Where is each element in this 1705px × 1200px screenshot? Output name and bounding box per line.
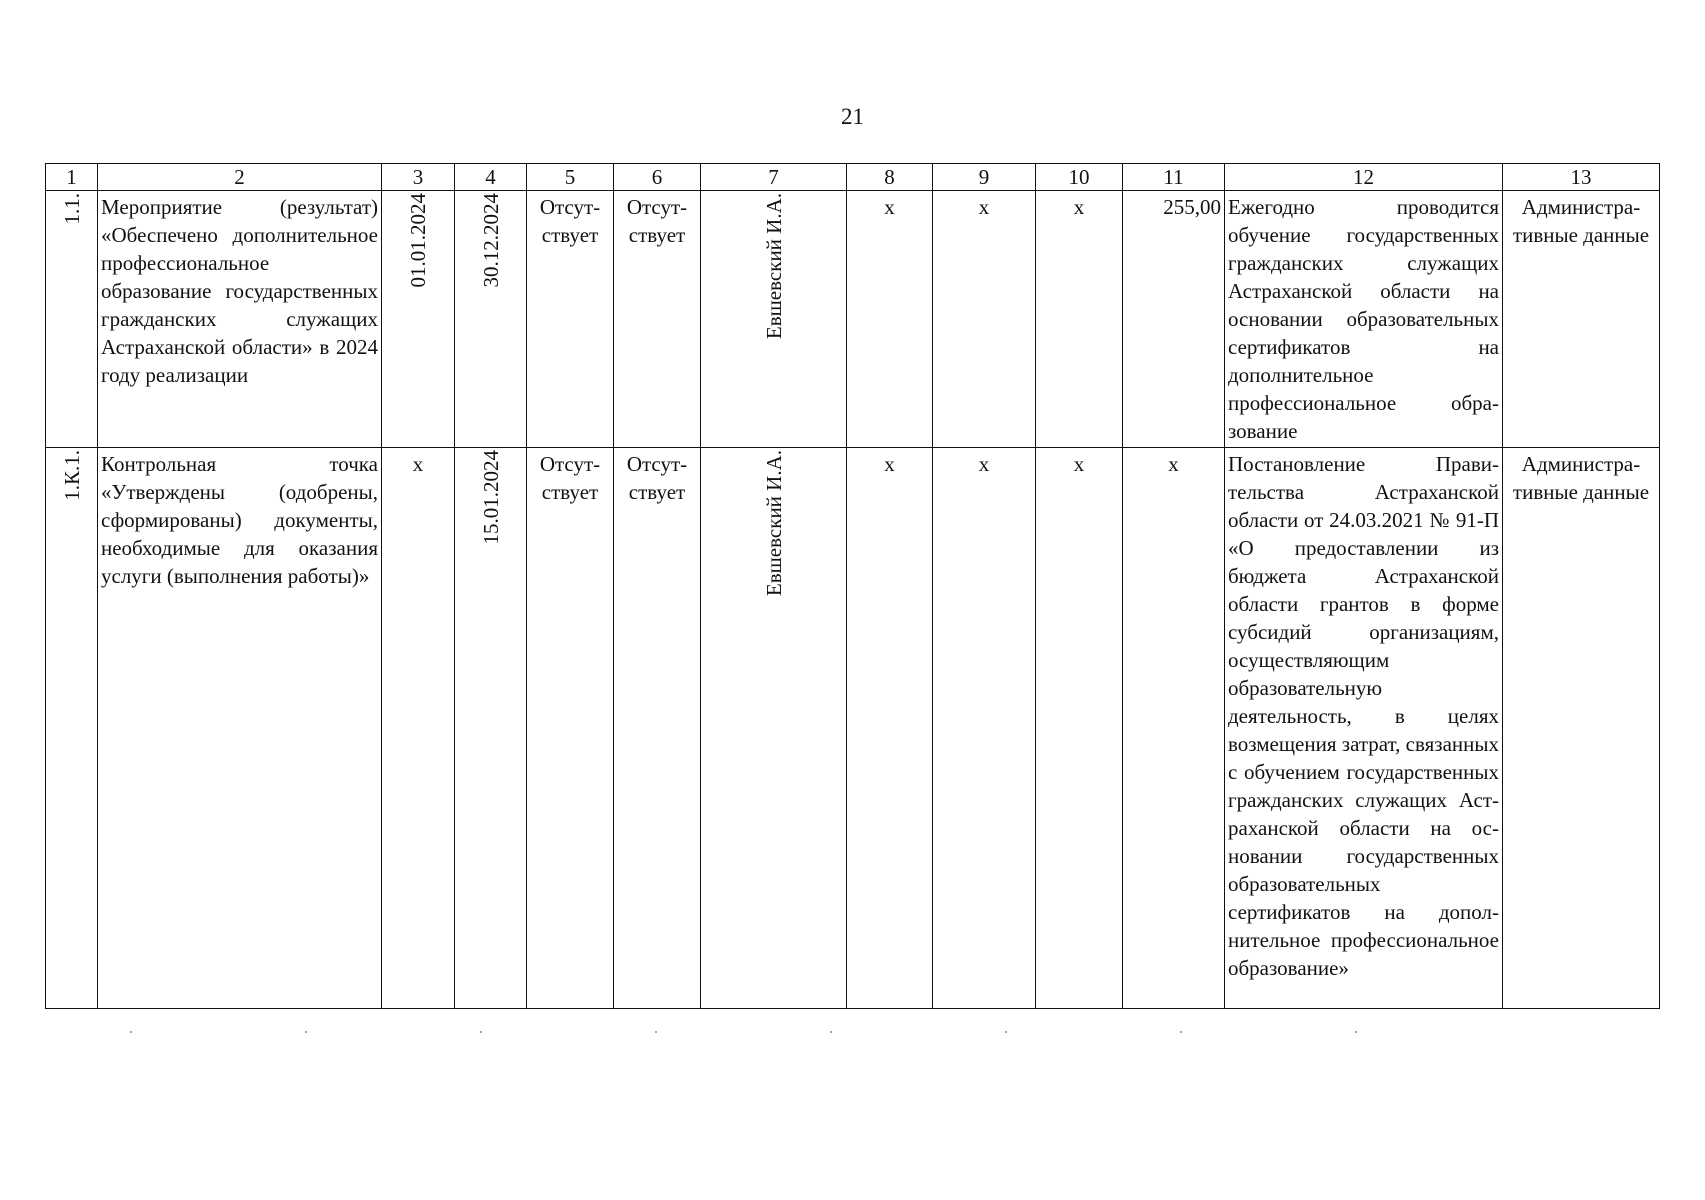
end-date: 30.12.2024 [478, 193, 503, 288]
col8-value: x [847, 191, 933, 448]
scan-speck [1005, 1031, 1007, 1033]
col6-value: Отсутствует [614, 191, 701, 448]
column-number: 6 [614, 164, 701, 191]
col11-value: 255,00 [1123, 191, 1225, 448]
col11-value: x [1123, 448, 1225, 1009]
responsible-person: Евшевский И.А. [761, 450, 786, 597]
column-number: 8 [847, 164, 933, 191]
col10-value: x [1036, 448, 1123, 1009]
col6-value: Отсутствует [614, 448, 701, 1009]
row-number: 1.К.1. [59, 450, 84, 501]
column-number: 12 [1225, 164, 1503, 191]
col8-value: x [847, 448, 933, 1009]
table-row [46, 191, 1660, 448]
row-number-cell [46, 191, 98, 448]
column-number: 11 [1123, 164, 1225, 191]
measure-name: Контрольная точка «Утверждены (одобрены, сформированы) документы, необходимые для оказания услуги (выполнения работы)» [98, 448, 382, 1009]
scan-speck [130, 1031, 132, 1033]
end-date: 15.01.2024 [478, 450, 503, 545]
responsible-cell [701, 191, 847, 448]
col9-value: x [933, 448, 1036, 1009]
col12-description: Ежегодно проводится обучение государственных гражданских служащих Астраханской области на основании образовательных сертификатов на дополнительное профессиональное образование [1225, 191, 1503, 448]
measure-name: Мероприятие (результат) «Обеспечено дополнительное профессиональное образование государственных гражданских служащих Астраханской области» в 2024 году реализации [98, 191, 382, 448]
scan-speck [480, 1031, 482, 1033]
row-number-cell [46, 448, 98, 1009]
page-number: 21 [841, 104, 864, 129]
col13-source: Административные данные [1503, 191, 1660, 448]
scan-speck [305, 1031, 307, 1033]
start-date-cell [382, 191, 455, 448]
scan-speck [1180, 1031, 1182, 1033]
measures-table [45, 163, 1660, 1009]
end-date-cell [455, 448, 527, 1009]
scan-speck [830, 1031, 832, 1033]
start-date: 01.01.2024 [406, 193, 430, 288]
column-number: 5 [527, 164, 614, 191]
column-number: 10 [1036, 164, 1123, 191]
col10-value: x [1036, 191, 1123, 448]
column-number: 13 [1503, 164, 1660, 191]
column-number: 2 [98, 164, 382, 191]
scan-speck [1355, 1031, 1357, 1033]
col5-value: Отсутствует [527, 191, 614, 448]
col9-value: x [933, 191, 1036, 448]
table-row [46, 448, 1660, 1009]
responsible-cell [701, 448, 847, 1009]
start-date: x [382, 448, 455, 1009]
responsible-person: Евшевский И.А. [761, 193, 786, 340]
end-date-cell [455, 191, 527, 448]
scan-speck [655, 1031, 657, 1033]
col13-source: Административные данные [1503, 448, 1660, 1009]
column-number: 7 [701, 164, 847, 191]
column-number: 3 [382, 164, 455, 191]
column-number: 1 [46, 164, 98, 191]
column-number-row [46, 164, 1660, 191]
col5-value: Отсутствует [527, 448, 614, 1009]
col12-description: Постановление Правительства Астраханской области от 24.03.2021 № 91-П «О предоставлении из бюджета Астраханской области грантов в форме субсидий организациям, осуществляющим образовательную деятельность, в целях возмещения затрат, связанных с обучением государственных гражданских служащих Астраханской области на основании государственных образовательных сертификатов на дополнительное профессиональное образование» [1225, 448, 1503, 1009]
column-number: 4 [455, 164, 527, 191]
column-number: 9 [933, 164, 1036, 191]
row-number: 1.1. [59, 193, 84, 225]
